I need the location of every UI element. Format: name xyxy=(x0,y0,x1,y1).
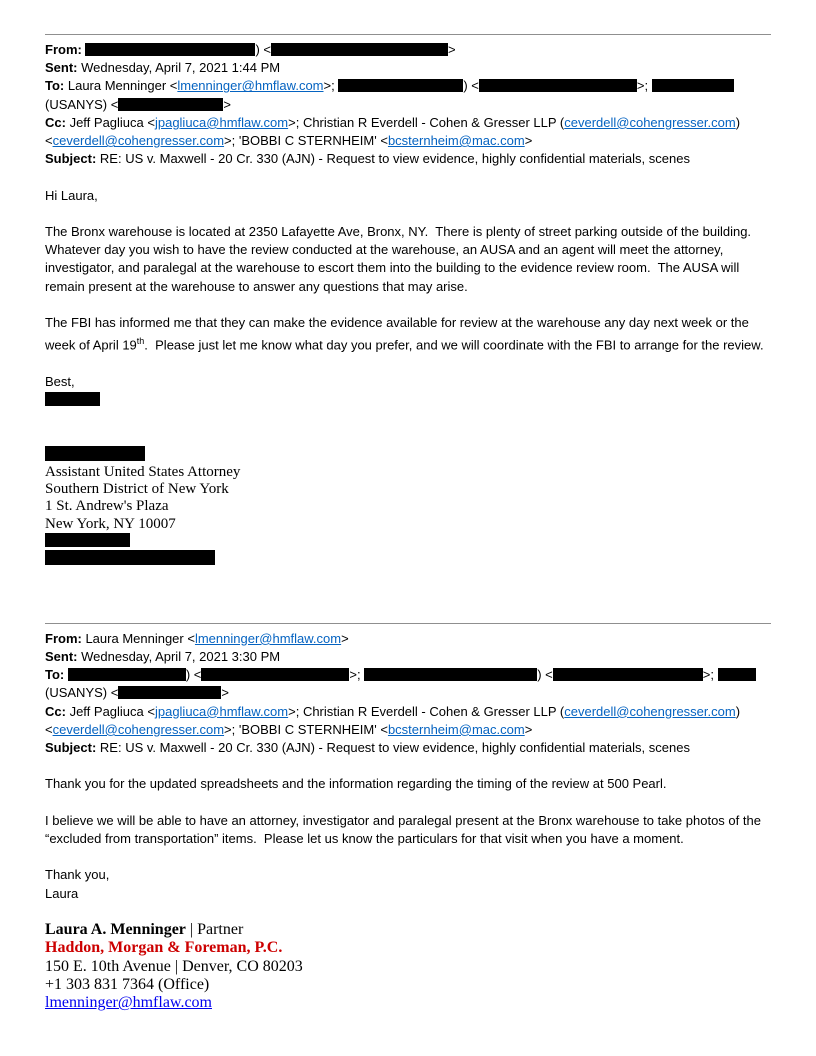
email-2-body xyxy=(45,757,771,1012)
body-line xyxy=(45,187,771,205)
body-line xyxy=(45,994,771,1012)
bold-text: Subject: xyxy=(45,151,100,167)
text: New York, NY 10007 xyxy=(45,515,176,532)
blank-line xyxy=(45,568,771,586)
bold-text: From: xyxy=(45,42,86,57)
text: Southern District of New York xyxy=(45,481,229,498)
body-line xyxy=(45,775,771,793)
text: >; xyxy=(702,667,718,683)
text: > xyxy=(223,96,231,112)
email-link[interactable]: ceverdell@cohengresser.com xyxy=(564,703,736,719)
redaction-bar xyxy=(85,43,255,56)
email-link[interactable]: lmenninger@hmflaw.com xyxy=(45,994,212,1012)
blank-line xyxy=(45,168,771,186)
text: >; Christian R Everdell - Cohen & Gresser LLP ( xyxy=(288,114,565,130)
header-line xyxy=(45,59,771,77)
body-line xyxy=(45,373,771,391)
text: Thank you for the updated spreadsheets and the information regarding the timing of the review at 500 Pearl. xyxy=(45,776,667,792)
bold-text: To: xyxy=(45,667,68,683)
blank-line xyxy=(45,794,771,812)
email-link[interactable]: bcsternheim@mac.com xyxy=(387,721,525,737)
text: Best, xyxy=(45,373,75,389)
header-line xyxy=(45,703,771,721)
bold-text: Sent: xyxy=(45,649,82,665)
redaction-bar xyxy=(553,668,703,681)
body-line xyxy=(45,391,771,409)
text: ) < xyxy=(185,667,202,683)
text: ) < xyxy=(255,42,271,57)
email-link[interactable]: bcsternheim@mac.com xyxy=(387,133,525,149)
text: Wednesday, April 7, 2021 1:44 PM xyxy=(81,60,281,76)
text: > xyxy=(524,133,533,149)
text: (USANYS) < xyxy=(45,96,119,112)
bold-text: Laura A. Menninger xyxy=(45,921,186,939)
email-1-body xyxy=(45,168,771,622)
redaction-bar xyxy=(45,392,100,406)
text: >; xyxy=(323,78,339,94)
blank-line xyxy=(45,428,771,446)
email-link[interactable]: ceverdell@cohengresser.com xyxy=(52,133,225,149)
text: > xyxy=(341,630,349,646)
header-line xyxy=(45,41,771,59)
blank-line xyxy=(45,903,771,921)
blank-line xyxy=(45,848,771,866)
text: Jeff Pagliuca < xyxy=(69,114,155,130)
text: RE: US v. Maxwell - 20 Cr. 330 (AJN) - Request to view evidence, highly confidential materials, scenes xyxy=(99,151,690,167)
text: Laura Menninger < xyxy=(67,78,178,94)
text: ) < xyxy=(463,78,479,94)
divider xyxy=(45,34,771,35)
bold-text: Subject: xyxy=(45,740,100,756)
text: < xyxy=(45,721,53,737)
body-line xyxy=(45,550,771,568)
redaction-bar xyxy=(652,79,734,92)
blank-line xyxy=(45,205,771,223)
redaction-bar xyxy=(479,79,637,92)
text: The FBI has informed me that they can make the evidence available for review at the warehouse any day next week or the week of April 19 xyxy=(45,315,753,353)
body-line xyxy=(45,498,771,515)
body-line xyxy=(45,464,771,481)
header-line xyxy=(45,114,771,132)
bold-text: Haddon, Morgan & Foreman, P.C. xyxy=(45,939,283,957)
redaction-bar xyxy=(201,668,349,681)
text: Wednesday, April 7, 2021 3:30 PM xyxy=(81,649,281,665)
text: >; 'BOBBI C STERNHEIM' < xyxy=(224,721,388,737)
text: 1 St. Andrew's Plaza xyxy=(45,498,169,515)
text: ) xyxy=(735,114,741,130)
header-line xyxy=(45,77,771,95)
text: Laura xyxy=(45,885,79,901)
redaction-bar xyxy=(45,550,215,565)
redaction-bar xyxy=(118,686,221,699)
email-link[interactable]: jpagliuca@hmflaw.com xyxy=(154,114,289,130)
redaction-bar xyxy=(45,533,130,547)
bold-text: From: xyxy=(45,630,86,646)
text: < xyxy=(45,133,53,149)
header-line xyxy=(45,666,771,684)
email-link[interactable]: ceverdell@cohengresser.com xyxy=(564,114,736,130)
email-link[interactable]: lmenninger@hmflaw.com xyxy=(194,630,342,646)
text: Jeff Pagliuca < xyxy=(69,703,155,719)
text: ) xyxy=(735,703,741,719)
superscript-text: th xyxy=(136,336,145,347)
header-line xyxy=(45,132,771,150)
text: (USANYS) < xyxy=(45,685,119,701)
body-line xyxy=(45,516,771,533)
text: Assistant United States Attorney xyxy=(45,464,241,480)
bold-text: Cc: xyxy=(45,703,70,719)
email-link[interactable]: jpagliuca@hmflaw.com xyxy=(154,703,289,719)
blank-line xyxy=(45,757,771,775)
body-line xyxy=(45,976,771,994)
email-1 xyxy=(45,34,771,623)
text: >; Christian R Everdell - Cohen & Gresser LLP ( xyxy=(288,703,565,719)
blank-line xyxy=(45,296,771,314)
blank-line xyxy=(45,355,771,373)
redaction-bar xyxy=(338,79,463,92)
header-line xyxy=(45,630,771,648)
text: Hi Laura, xyxy=(45,187,98,203)
text: RE: US v. Maxwell - 20 Cr. 330 (AJN) - Request to view evidence, highly confidential materials, scenes xyxy=(99,740,690,756)
text: >; 'BOBBI C STERNHEIM' < xyxy=(224,133,388,149)
text: Laura Menninger < xyxy=(85,630,195,646)
body-line xyxy=(45,223,771,296)
redaction-bar xyxy=(45,446,145,461)
header-line xyxy=(45,721,771,739)
email-link[interactable]: lmenninger@hmflaw.com xyxy=(177,78,324,94)
text: > xyxy=(221,685,229,701)
body-line xyxy=(45,481,771,498)
header-line xyxy=(45,96,771,114)
redaction-bar xyxy=(364,668,537,681)
email-2-header xyxy=(45,630,771,757)
body-line xyxy=(45,921,771,939)
divider xyxy=(45,623,771,624)
body-line xyxy=(45,866,771,884)
header-line xyxy=(45,150,771,168)
header-line xyxy=(45,684,771,702)
body-line xyxy=(45,446,771,464)
text: Thank you, xyxy=(45,867,110,883)
text: The Bronx warehouse is located at 2350 Lafayette Ave, Bronx, NY. There is plenty of street parking outside of the building. Whatever day you wish to have the review conducted at the warehouse, an AUSA and an agent will meet the attorney, investigator, and paralegal at the warehouse to escort them into the building to the evidence review room. The AUSA will remain present at the warehouse to answer any questions that may arise. xyxy=(45,224,759,294)
header-line xyxy=(45,739,771,757)
bold-text: Cc: xyxy=(45,114,70,130)
text: ) < xyxy=(537,667,553,683)
bold-text: To: xyxy=(45,78,68,94)
blank-line xyxy=(45,586,771,604)
text: > xyxy=(448,42,456,57)
body-line xyxy=(45,533,771,550)
email-link[interactable]: ceverdell@cohengresser.com xyxy=(52,721,225,737)
header-line xyxy=(45,648,771,666)
blank-line xyxy=(45,409,771,427)
text: I believe we will be able to have an attorney, investigator and paralegal present at the Bronx warehouse to take photos of the “excluded from transportation” items. Please let us know the particulars for that visit when you have a moment. xyxy=(45,812,765,847)
text: >; xyxy=(636,78,652,94)
redaction-bar xyxy=(118,98,223,111)
bold-text: Sent: xyxy=(45,60,82,76)
body-line xyxy=(45,958,771,976)
email-2 xyxy=(45,623,771,1013)
redaction-bar xyxy=(271,43,448,56)
redaction-bar xyxy=(68,668,186,681)
body-line xyxy=(45,314,771,355)
text: +1 303 831 7364 (Office) xyxy=(45,975,210,993)
text: >; xyxy=(349,667,365,683)
email-1-header xyxy=(45,41,771,168)
body-line xyxy=(45,885,771,903)
text: > xyxy=(524,721,533,737)
blank-line xyxy=(45,605,771,623)
text: . Please just let me know what day you prefer, and we will coordinate with the FBI to arrange for the review. xyxy=(144,337,764,353)
body-line xyxy=(45,939,771,957)
text: 150 E. 10th Avenue | Denver, CO 80203 xyxy=(45,957,303,975)
redaction-bar xyxy=(718,668,756,681)
text: | Partner xyxy=(185,921,244,939)
body-line xyxy=(45,812,771,848)
